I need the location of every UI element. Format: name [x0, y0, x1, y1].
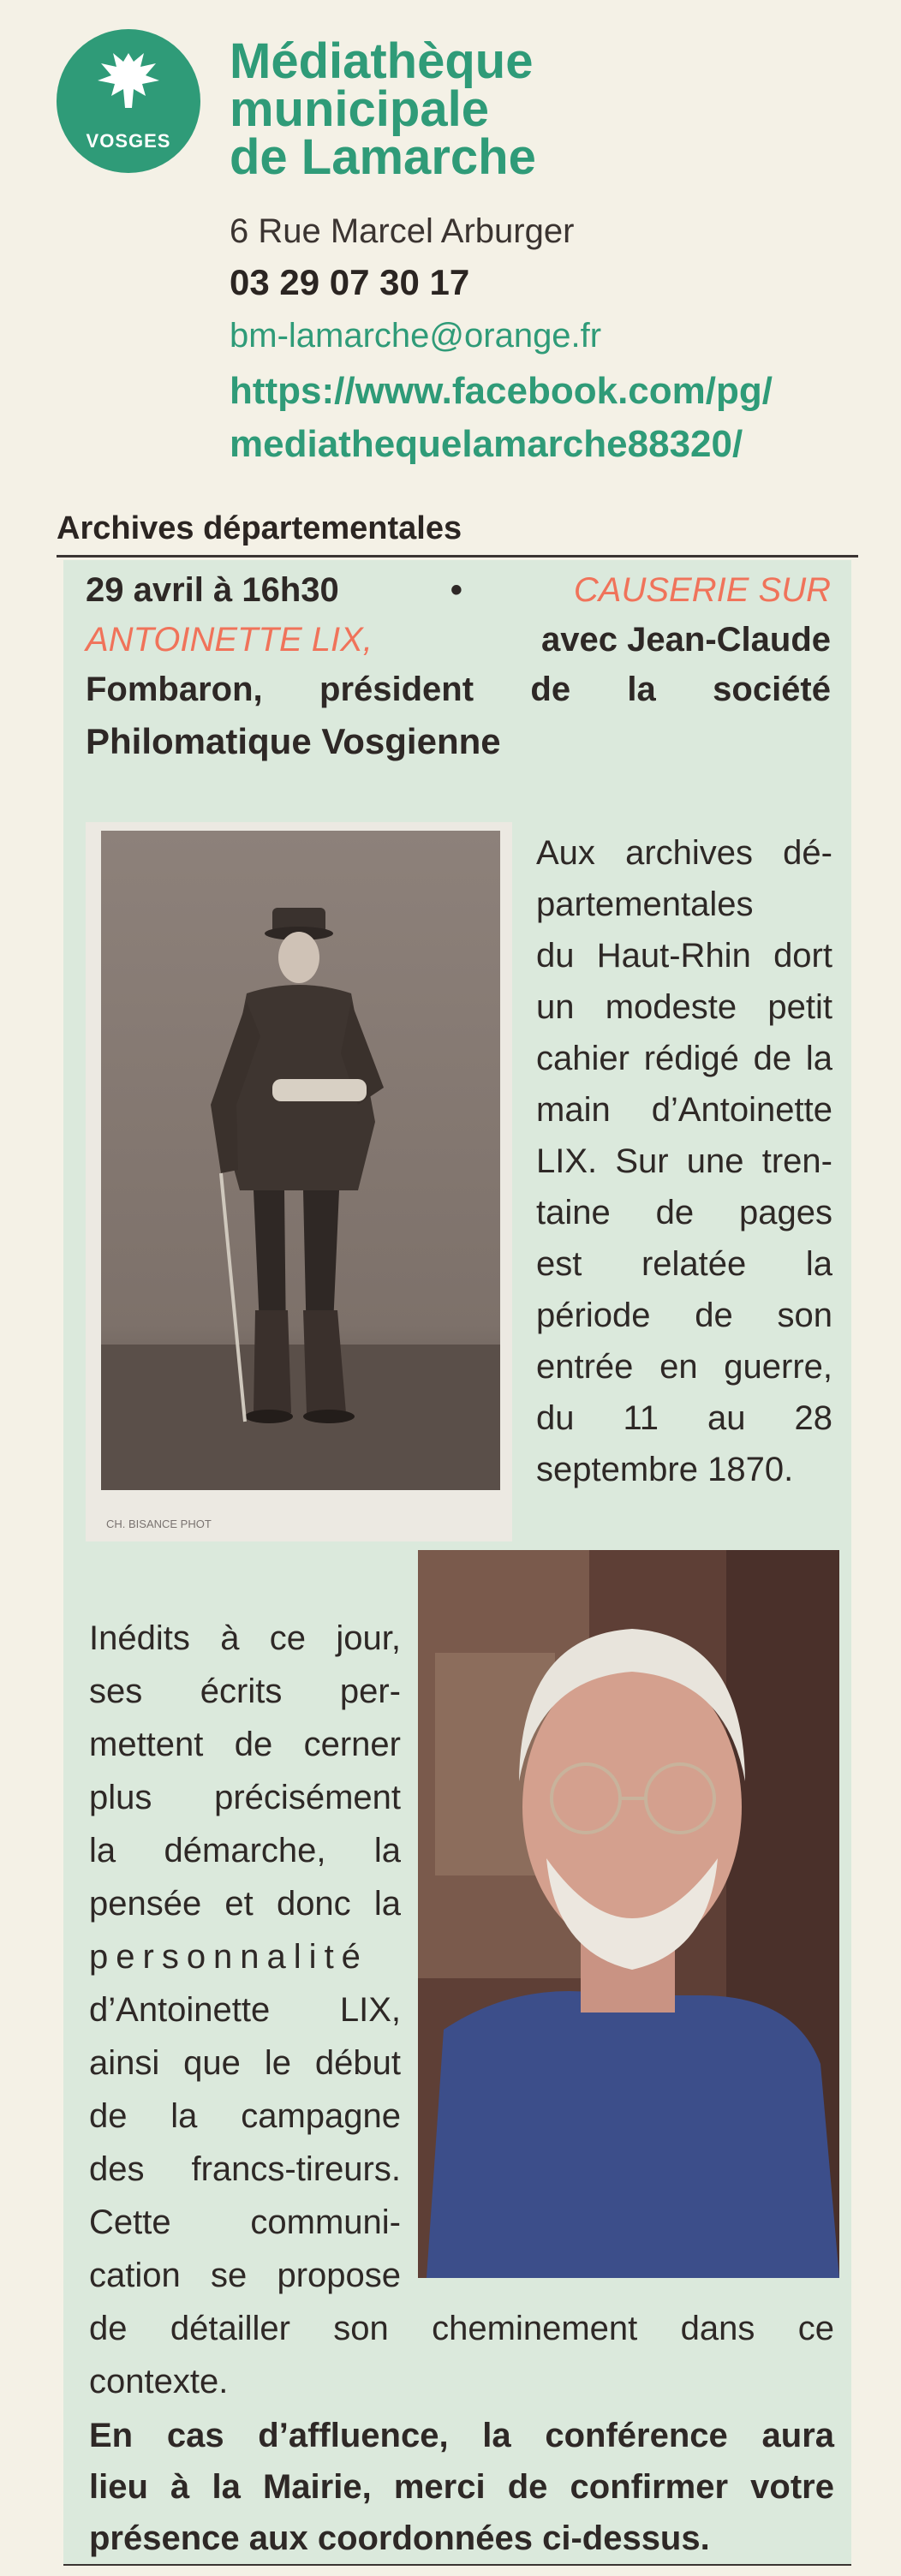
facebook-url-line-1: https://www.facebook.com/pg/: [230, 370, 773, 412]
text-line: septembre 1870.: [536, 1451, 794, 1488]
bullet: •: [450, 571, 462, 609]
text-line: du Haut-Rhin dort: [536, 937, 832, 975]
text-line: de la campagne: [89, 2097, 401, 2135]
section-divider: [57, 555, 858, 558]
text-line: la démarche, la: [89, 1832, 401, 1869]
text-line: personnalité: [89, 1938, 368, 1976]
portrait-figure-icon: [418, 1550, 839, 2278]
speaker-intro: avec Jean-Claude: [541, 621, 831, 659]
text-line: des francs-tireurs.: [89, 2150, 401, 2188]
text-line: période de son: [536, 1297, 832, 1334]
text-line: pensée et donc la: [89, 1885, 401, 1923]
phone-number: 03 29 07 30 17: [230, 262, 470, 302]
text-line: contexte.: [89, 2363, 229, 2400]
vosges-logo: [57, 29, 200, 173]
photo-credit: CH. BISANCE PHOT: [106, 1518, 212, 1530]
speaker-portrait: [418, 1550, 839, 2278]
text-line: un modeste petit: [536, 988, 832, 1026]
org-name-line-1: Médiathèque: [230, 33, 534, 89]
speaker-line: Fombaron, président de la société: [86, 671, 831, 708]
text-line: mettent de cerner: [89, 1726, 401, 1763]
text-line: partementales: [536, 886, 754, 923]
text-line: LIX. Sur une tren-: [536, 1142, 832, 1180]
event-intro: [86, 565, 831, 714]
org-name-line-3: de Lamarche: [230, 129, 536, 185]
society-name: Philomatique Vosgienne: [86, 721, 501, 761]
event-title-line-2: ANTOINETTE LIX,: [86, 621, 373, 659]
text-line: de détailler son cheminement dans ce: [89, 2310, 834, 2347]
historic-photo: [101, 831, 500, 1490]
notice-line: lieu à la Mairie, merci de confirmer votre: [89, 2468, 834, 2506]
eagle-icon: [94, 46, 163, 123]
text-line: Aux archives dé-: [536, 834, 832, 872]
event-title-line-1: CAUSERIE SUR: [573, 571, 831, 609]
article-bottom-divider: [63, 2564, 851, 2566]
text-line: est relatée la: [536, 1245, 832, 1283]
notice-line: présence aux coordonnées ci-dessus.: [89, 2519, 710, 2557]
section-title: Archives départementales: [57, 510, 462, 546]
event-date: 29 avril à 16h30: [86, 571, 339, 609]
text-line: ainsi que le début: [89, 2044, 401, 2082]
text-line: ses écrits per-: [89, 1673, 401, 1710]
organization-name: [230, 33, 743, 185]
text-line: cation se propose: [89, 2257, 401, 2294]
text-line: plus précisément: [89, 1779, 401, 1816]
text-line: cahier rédigé de la: [536, 1040, 832, 1077]
text-line: Cette communi-: [89, 2203, 401, 2241]
facebook-url-line-2: mediathequelamarche88320/: [230, 423, 743, 465]
text-line: d’Antoinette LIX,: [89, 1991, 401, 2029]
logo-label: VOSGES: [86, 130, 171, 152]
org-name-line-2: municipale: [230, 81, 489, 137]
text-line: du 11 au 28: [536, 1399, 832, 1437]
text-line: Inédits à ce jour,: [89, 1619, 401, 1657]
address: 6 Rue Marcel Arburger: [230, 212, 575, 250]
notice-line: En cas d’affluence, la conférence aura: [89, 2417, 834, 2454]
text-line: entrée en guerre,: [536, 1348, 832, 1386]
text-line: taine de pages: [536, 1194, 832, 1231]
email-address: bm-lamarche@orange.fr: [230, 317, 602, 355]
soldier-figure-icon: [101, 831, 500, 1490]
text-line: main d’Antoinette: [536, 1091, 832, 1129]
